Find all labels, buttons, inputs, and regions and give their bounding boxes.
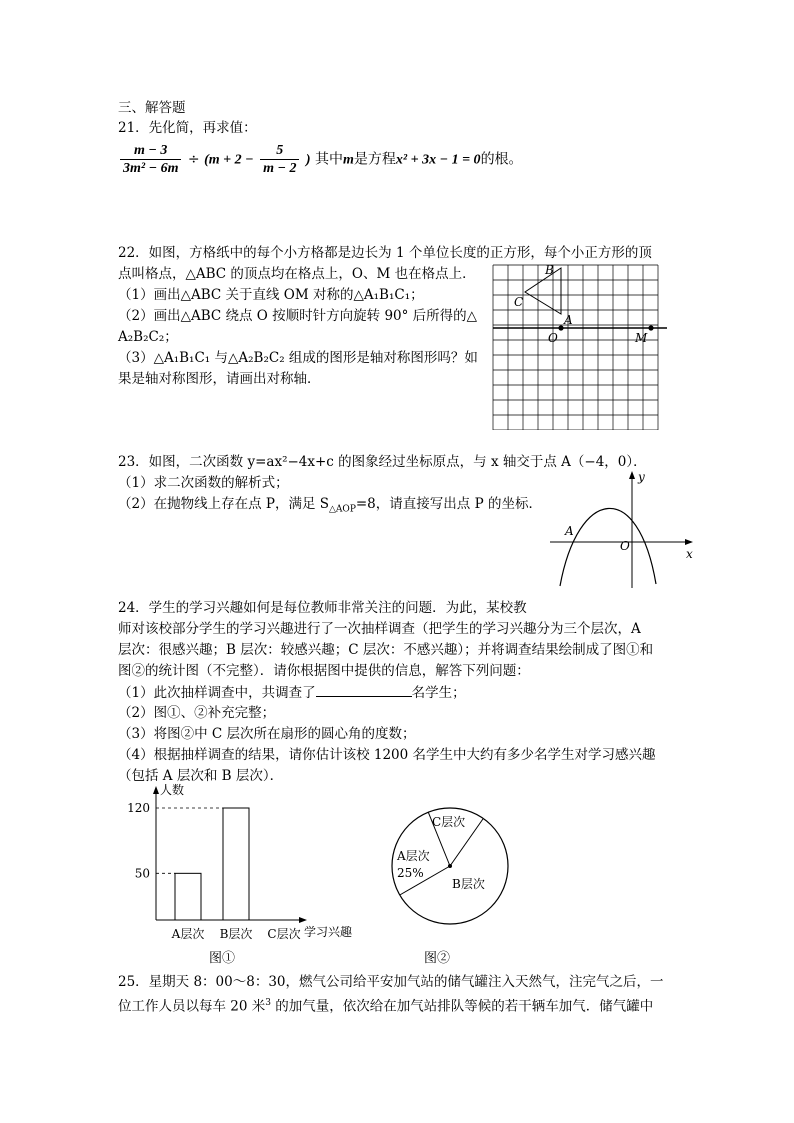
label-y: y: [638, 470, 645, 484]
var-m: m: [343, 152, 354, 168]
y-tick-label: 50: [134, 866, 150, 881]
grid-figure: [490, 262, 670, 430]
pie-label-a-percent: 25%: [397, 866, 424, 880]
pie-label-a: A层次: [397, 849, 430, 863]
label-m: M: [635, 331, 648, 345]
category-label: B层次: [219, 927, 253, 941]
q25-line2-tail: 的加气量，依次给在加气站排队等候的若干辆车加气．储气罐中: [271, 998, 654, 1015]
q25-line2-text: 位工作人员以每车 20 米: [118, 998, 266, 1015]
fraction-2: [260, 142, 299, 177]
pie-center: [448, 864, 452, 868]
text-的根: 的根。: [480, 151, 523, 168]
divide-sign: ÷: [187, 151, 200, 168]
q22-line5: A₂B₂C₂；: [118, 329, 178, 345]
text-其中: 其中: [315, 151, 344, 168]
q22-line7: 果是轴对称图形，请画出对称轴．: [118, 371, 321, 387]
label-a: A: [565, 524, 574, 538]
pie-caption: 图②: [424, 951, 451, 966]
q23-line2: （1）求二次函数的解析式；: [118, 475, 289, 491]
point-m: [648, 325, 653, 330]
q25-line1: 25．星期天 8：00～8：30，燃气公司给平安加气站的储气罐注入天然气，注完气之后，一: [118, 974, 664, 990]
x-axis-label: 学习兴趣: [304, 925, 353, 939]
label-o: O: [548, 331, 558, 345]
q21-title: 21．先化简，再求值：: [118, 120, 257, 136]
answer-blank[interactable]: [316, 682, 412, 697]
label-o: O: [620, 539, 630, 553]
label-a: A: [564, 313, 573, 327]
point-o: [558, 325, 563, 330]
q21-expression: [118, 142, 523, 177]
x-arrow: [685, 539, 693, 545]
q23-line3-tail: =8，请直接写出点 P 的坐标．: [355, 496, 542, 512]
bar-A层次: [175, 873, 201, 920]
text-是方程: 是方程: [353, 151, 396, 168]
fraction-1-numerator: m − 3: [120, 142, 181, 160]
y-tick-label: 120: [127, 801, 150, 815]
q24-line7: （3）将图②中 C 层次所在扇形的圆心角的度数；: [118, 726, 416, 742]
bar-B层次: [223, 808, 249, 920]
pie-label-c: C层次: [432, 815, 466, 829]
pie-label-b: B层次: [452, 877, 485, 891]
q24-line8: （4）根据抽样调查的结果，请你估计该校 1200 名学生中大约有多少名学生对学习感兴趣: [118, 747, 656, 763]
q23-line3-text: （2）在抛物线上存在点 P，满足 S: [118, 496, 330, 512]
q25-superscript: 3: [265, 998, 271, 1008]
label-c: C: [514, 295, 524, 309]
q22-line2: 点叫格点，△ABC 的顶点均在格点上，O、M 也在格点上．: [118, 266, 476, 282]
q23-line3: [118, 494, 542, 520]
q22-line1: 22．如图，方格纸中的每个小方格都是边长为 1 个单位长度的正方形，每个小正方形的顶: [118, 245, 652, 261]
q24-line1: 24．学生的学习兴趣如何是每位教师非常关注的问题．为此，某校教: [118, 600, 527, 616]
paren-open: (m + 2 −: [204, 152, 254, 168]
parabola-curve: [560, 508, 656, 586]
q22-line4: （2）画出△ABC 绕点 O 按顺时针方向旋转 90° 后所得的△: [118, 308, 478, 324]
y-arrow: [153, 786, 159, 794]
q23-subscript: △AOP: [329, 504, 356, 515]
q23-line1: 23．如图，二次函数 y=ax²−4x+c 的图象经过坐标原点，与 x 轴交于点 A（−4，0）．: [118, 454, 647, 470]
fraction-2-numerator: 5: [260, 142, 299, 160]
bar-chart: [112, 780, 372, 970]
y-axis-label: 人数: [160, 783, 185, 797]
parabola-figure: [548, 468, 698, 590]
q24-line2: 师对该校部分学生的学习兴趣进行了一次抽样调查（把学生的学习兴趣分为三个层次，A: [118, 621, 641, 637]
q24-line6: （2）图①、②补充完整；: [118, 705, 276, 721]
q22-line6: （3）△A₁B₁C₁ 与△A₂B₂C₂ 组成的图形是轴对称图形吗？如: [118, 350, 478, 366]
q22-line3: （1）画出△ABC 关于直线 OM 对称的△A₁B₁C₁；: [118, 287, 424, 303]
bar-caption: 图①: [208, 951, 236, 966]
label-b: B: [545, 263, 554, 277]
fraction-2-denominator: m − 2: [263, 161, 297, 176]
paren-close: ): [305, 152, 311, 168]
q24-line5-text: （1）此次抽样调查中，共调查了: [118, 685, 316, 701]
fraction-1-denominator: 3m² − 6m: [123, 161, 179, 176]
q24-line5-tail: 名学生；: [411, 685, 466, 701]
label-x: x: [686, 547, 693, 561]
y-arrow: [629, 471, 635, 479]
triangle-abc: [525, 268, 561, 314]
equation: x² + 3x − 1 = 0: [395, 152, 481, 168]
q24-line9: （包括 A 层次和 B 层次）．: [118, 768, 284, 784]
q25-line2: [118, 993, 653, 1017]
q24-line5: [118, 682, 466, 703]
pie-chart: [380, 780, 510, 970]
q24-line4: 图②的统计图（不完整）．请你根据图中提供的信息，解答下列问题：: [118, 663, 530, 679]
category-label: A层次: [171, 927, 205, 941]
category-label: C层次: [267, 927, 301, 941]
fraction-1: [120, 142, 181, 177]
section-title: 三、解答题: [118, 100, 186, 116]
x-arrow: [299, 917, 307, 923]
q24-line3: 层次：很感兴趣；B 层次：较感兴趣；C 层次：不感兴趣）；并将调查结果绘制成了图①和: [118, 642, 654, 658]
